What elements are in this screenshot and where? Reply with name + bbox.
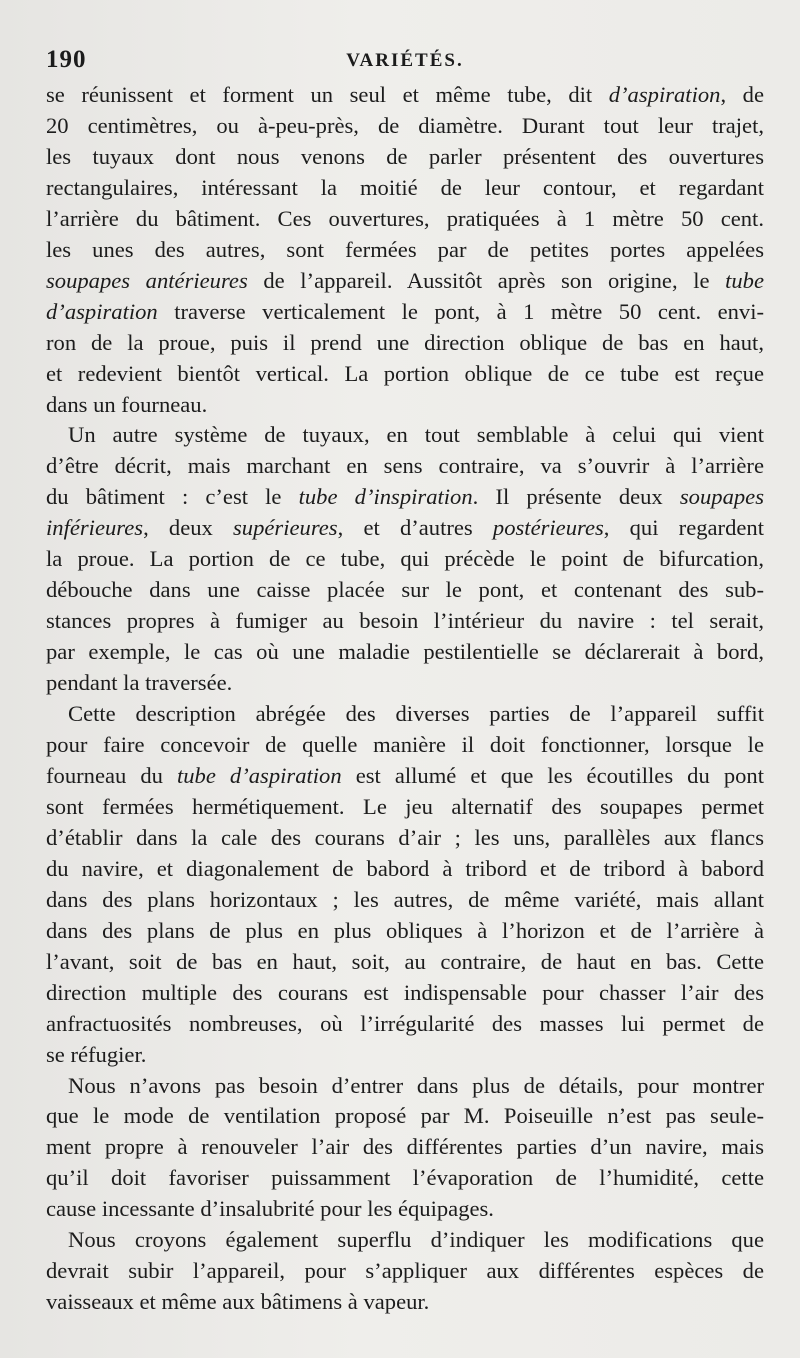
- text-line: [46, 792, 764, 823]
- text-line: [46, 823, 764, 854]
- text-run: , de: [720, 82, 764, 107]
- text-run: pour faire concevoir de quelle manière il doit fonctionner, lorsque le: [46, 732, 764, 758]
- text-run: dans un fourneau.: [46, 391, 208, 417]
- text-run: ron de la proue, puis il prend une direction oblique de bas en haut,: [46, 329, 764, 355]
- italic-text: d’aspiration: [608, 82, 721, 107]
- page-header: [46, 40, 764, 80]
- italic-text: tube: [725, 267, 764, 293]
- text-line: [46, 978, 764, 1009]
- italic-text: soupapes antérieures: [46, 267, 248, 293]
- text-run: d’être décrit, mais marchant en sens contraire, va s’ouvrir à l’arrière: [46, 453, 764, 479]
- text-run: devrait subir l’appareil, pour s’appliquer aux différentes espèces de: [46, 1258, 764, 1284]
- text-run: se réunissent et forment un seul et même tube, dit: [46, 82, 609, 107]
- text-line: [46, 173, 764, 204]
- text-line: [46, 111, 764, 142]
- text-run: anfractuosités nombreuses, où l’irrégularité des masses lui permet de: [46, 1010, 764, 1036]
- text-line: [46, 947, 764, 978]
- text-run: la proue. La portion de ce tube, qui précède le point de bifurcation,: [46, 546, 764, 572]
- text-line: [46, 637, 764, 668]
- text-run: Cette description abrégée des diverses parties de l’appareil suffit: [68, 701, 764, 727]
- text-line: [46, 1194, 764, 1225]
- text-line: [46, 1225, 764, 1256]
- paragraph: [46, 80, 764, 420]
- text-run: que le mode de ventilation proposé par M. Poiseuille n’est pas seule-: [46, 1103, 764, 1129]
- text-run: , qui regardent: [603, 515, 764, 541]
- italic-text: inférieures: [46, 515, 144, 541]
- text-run: de l’appareil. Aussitôt après son origine, le: [247, 267, 726, 293]
- paragraph: [46, 420, 764, 699]
- text-run: l’avant, soit de bas en haut, soit, au contraire, de haut en bas. Cette: [46, 948, 764, 974]
- text-line: [46, 482, 764, 513]
- text-run: stances propres à fumiger au besoin l’intérieur du navire : tel serait,: [46, 608, 764, 634]
- italic-text: postérieures: [492, 515, 604, 541]
- text-run: se réfugier.: [46, 1041, 147, 1067]
- text-line: [46, 1287, 764, 1318]
- text-line: [46, 359, 764, 390]
- body-text: [46, 80, 764, 1318]
- text-run: pendant la traversée.: [46, 670, 233, 696]
- text-line: [46, 761, 764, 792]
- text-run: l’arrière du bâtiment. Ces ouvertures, pratiquées à 1 mètre 50 cent.: [46, 205, 764, 231]
- running-head: VARIÉTÉS.: [346, 50, 464, 71]
- text-line: [46, 513, 764, 544]
- text-run: et redevient bientôt vertical. La portion oblique de ce tube est reçue: [46, 360, 764, 386]
- text-line: [46, 297, 764, 328]
- text-run: ment propre à renouveler l’air des différentes parties d’un navire, mais: [46, 1134, 764, 1160]
- text-line: [46, 1163, 764, 1194]
- text-line: [46, 451, 764, 482]
- text-run: cause incessante d’insalubrité pour les équipages.: [46, 1196, 494, 1222]
- paragraph: [46, 1071, 764, 1226]
- italic-text: soupapes: [679, 484, 764, 510]
- text-line: [46, 606, 764, 637]
- italic-text: d’aspiration: [46, 298, 158, 324]
- text-run: . Il présente deux: [472, 484, 680, 510]
- text-run: par exemple, le cas où une maladie pestilentielle se déclarerait à bord,: [46, 639, 764, 665]
- text-run: dans des plans horizontaux ; les autres, de même variété, mais allant: [46, 886, 764, 912]
- text-line: [46, 1071, 764, 1102]
- text-run: les tuyaux dont nous venons de parler présentent des ouvertures: [46, 143, 764, 169]
- text-run: traverse verticalement le pont, à 1 mètre 50 cent. envi-: [157, 298, 764, 324]
- text-line: [46, 266, 764, 297]
- text-run: direction multiple des courans est indispensable pour chasser l’air des: [46, 979, 764, 1005]
- text-run: , deux: [143, 515, 234, 541]
- text-run: qu’il doit favoriser puissamment l’évaporation de l’humidité, cette: [46, 1165, 764, 1191]
- text-line: [46, 1256, 764, 1287]
- text-line: [46, 668, 764, 699]
- italic-text: tube d’aspiration: [176, 762, 342, 788]
- text-line: [46, 142, 764, 173]
- text-run: est allumé et que les écoutilles du pont: [341, 762, 764, 788]
- text-run: débouche dans une caisse placée sur le pont, et contenant des sub-: [46, 577, 764, 603]
- text-line: [46, 1009, 764, 1040]
- text-line: [46, 390, 764, 421]
- text-run: d’établir dans la cale des courans d’air ; les uns, parallèles aux flancs: [46, 824, 764, 850]
- text-line: [46, 204, 764, 235]
- text-run: rectangulaires, intéressant la moitié de leur contour, et regardant: [46, 174, 764, 200]
- text-line: [46, 544, 764, 575]
- text-run: 20 centimètres, ou à-peu-près, de diamètre. Durant tout leur trajet,: [46, 112, 764, 138]
- text-run: sont fermées hermétiquement. Le jeu alternatif des soupapes permet: [46, 793, 764, 819]
- text-line: [46, 730, 764, 761]
- text-line: [46, 575, 764, 606]
- text-run: dans des plans de plus en plus obliques à l’horizon et de l’arrière à: [46, 917, 764, 943]
- paragraph: [46, 1225, 764, 1318]
- paragraph: [46, 699, 764, 1070]
- text-line: [46, 1101, 764, 1132]
- page-number: 190: [46, 46, 87, 73]
- text-run: Nous croyons également superflu d’indiquer les modifications que: [68, 1227, 764, 1253]
- text-line: [46, 885, 764, 916]
- text-line: [46, 235, 764, 266]
- text-run: du bâtiment : c’est le: [46, 484, 299, 510]
- text-line: [46, 854, 764, 885]
- text-line: [46, 420, 764, 451]
- text-line: [46, 1132, 764, 1163]
- text-line: [46, 328, 764, 359]
- text-run: vaisseaux et même aux bâtimens à vapeur.: [46, 1289, 430, 1315]
- text-run: du navire, et diagonalement de babord à tribord et de tribord à babord: [46, 855, 764, 881]
- text-run: , et d’autres: [337, 515, 493, 541]
- text-line: [46, 916, 764, 947]
- text-run: Nous n’avons pas besoin d’entrer dans plus de détails, pour montrer: [68, 1072, 764, 1098]
- italic-text: tube d’inspiration: [298, 484, 473, 510]
- text-run: Un autre système de tuyaux, en tout semblable à celui qui vient: [68, 422, 764, 448]
- text-line: [46, 699, 764, 730]
- text-line: [46, 80, 764, 111]
- italic-text: supérieures: [233, 515, 338, 541]
- text-line: [46, 1040, 764, 1071]
- text-run: les unes des autres, sont fermées par de petites portes appelées: [46, 236, 764, 262]
- text-run: fourneau du: [46, 762, 177, 788]
